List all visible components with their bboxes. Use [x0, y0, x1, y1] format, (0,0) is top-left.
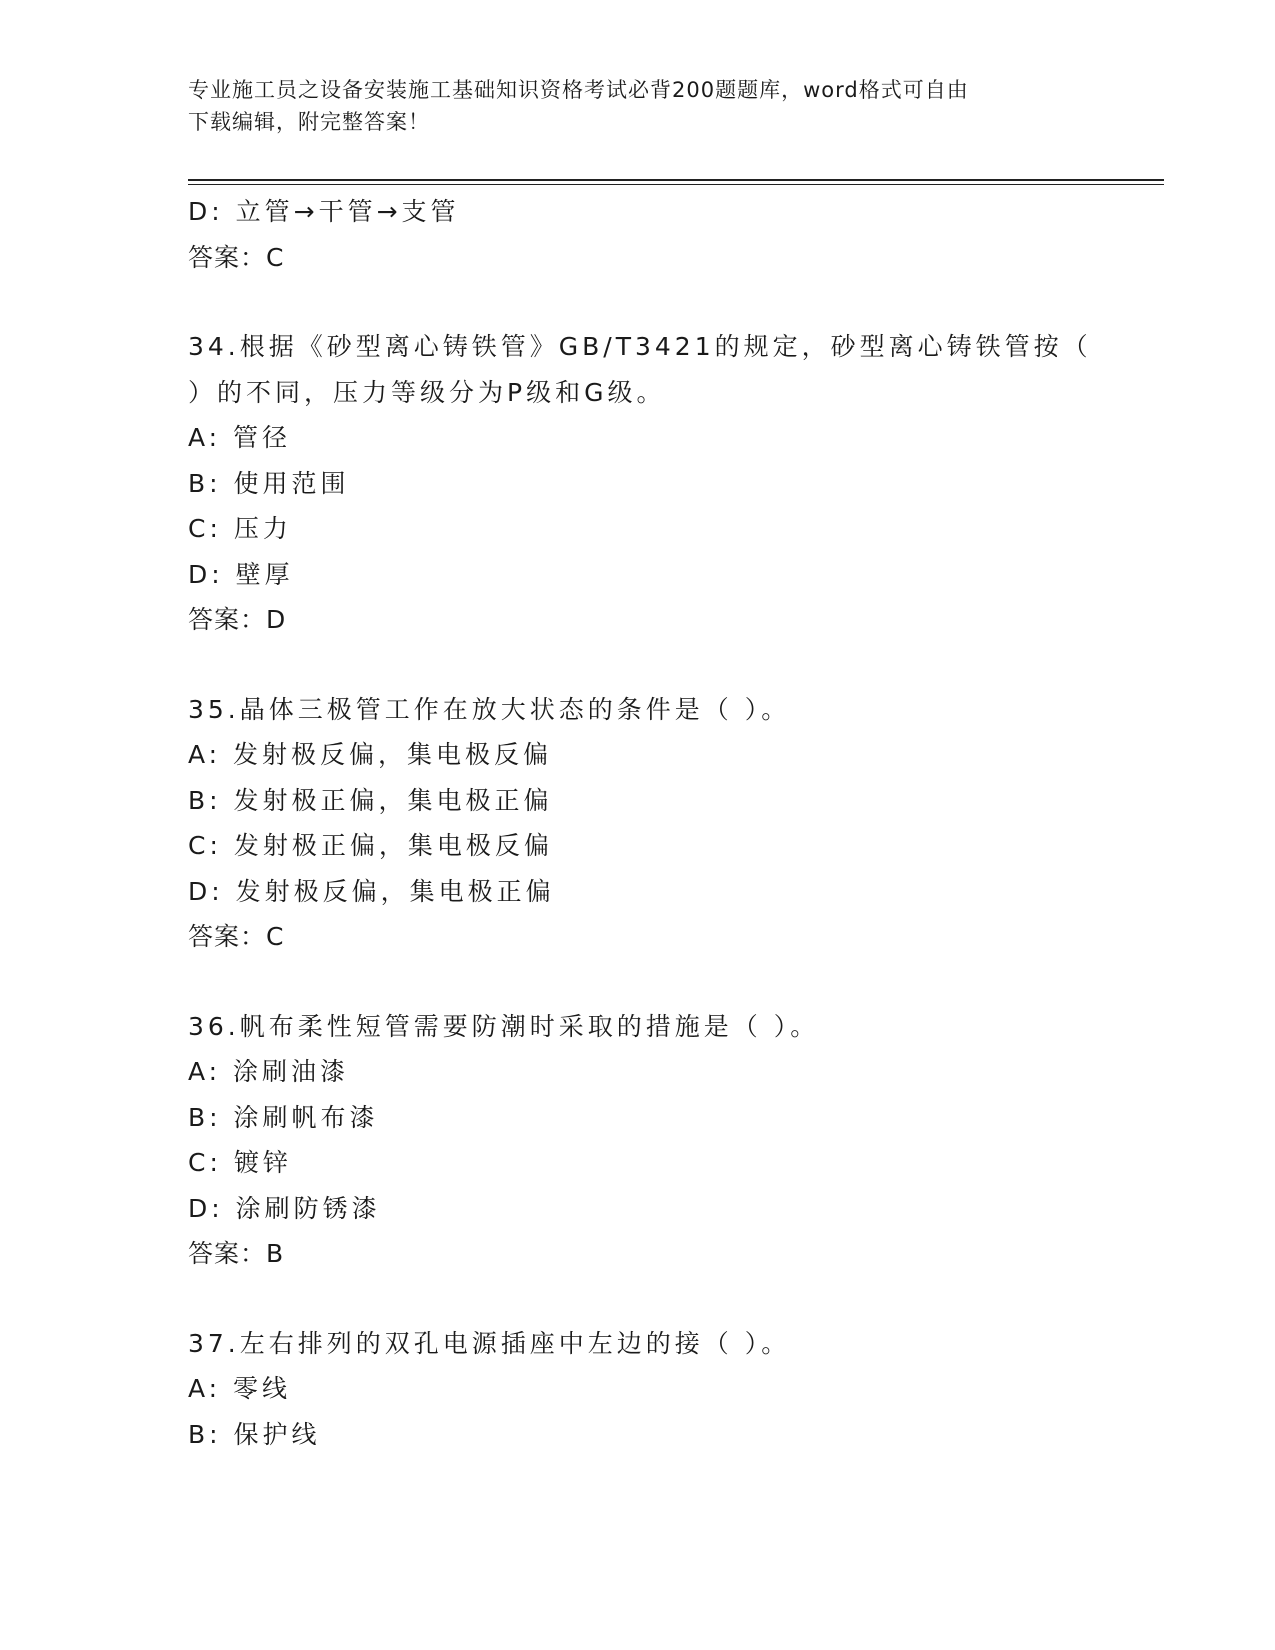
question-34-answer: 答案：D [188, 605, 287, 634]
document-header [188, 74, 1088, 138]
question-35-stem: 35.晶体三极管工作在放大状态的条件是（ ）。 [188, 694, 791, 724]
question-35-option-a: A: 发射极反偏，集电极反偏 [188, 740, 553, 769]
prev-option-d: D: 立管→干管→支管 [188, 197, 460, 226]
header-line-1: 专业施工员之设备安装施工基础知识资格考试必背200题题库，word格式可自由 [188, 78, 969, 102]
question-36 [188, 1004, 1148, 1277]
header-rule-thick [188, 179, 1164, 181]
question-content [188, 189, 1148, 1457]
header-rule-thin [188, 184, 1164, 185]
question-34 [188, 324, 1148, 643]
question-36-option-c: C: 镀锌 [188, 1148, 292, 1177]
question-37 [188, 1321, 1148, 1458]
question-35-answer: 答案：C [188, 922, 285, 951]
question-35-option-b: B: 发射极正偏，集电极正偏 [188, 785, 553, 815]
question-34-option-c: C: 压力 [188, 514, 292, 543]
question-37-stem: 37.左右排列的双孔电源插座中左边的接（ ）。 [188, 1328, 791, 1358]
question-34-option-d: D: 壁厚 [188, 559, 294, 589]
question-35-option-c: C: 发射极正偏，集电极反偏 [188, 831, 553, 860]
question-35-option-d: D: 发射极反偏，集电极正偏 [188, 876, 555, 906]
question-36-option-d: D: 涂刷防锈漆 [188, 1193, 381, 1223]
question-37-option-a: A: 零线 [188, 1374, 292, 1403]
question-36-option-b: B: 涂刷帆布漆 [188, 1102, 379, 1132]
header-line-2: 下载编辑，附完整答案！ [188, 110, 430, 134]
question-36-answer: 答案：B [188, 1239, 285, 1268]
question-36-option-a: A: 涂刷油漆 [188, 1057, 350, 1086]
question-34-option-b: B: 使用范围 [188, 468, 350, 498]
question-34-stem-1: 34.根据《砂型离心铸铁管》GB/T3421的规定，砂型离心铸铁管按（ [188, 332, 1092, 361]
question-34-stem-2: ）的不同，压力等级分为P级和G级。 [188, 377, 666, 407]
question-35 [188, 687, 1148, 960]
prev-answer: 答案：C [188, 242, 285, 272]
question-37-option-b: B: 保护线 [188, 1419, 321, 1449]
question-34-option-a: A: 管径 [188, 423, 292, 452]
question-36-stem: 36.帆布柔性短管需要防潮时采取的措施是（ ）。 [188, 1011, 820, 1041]
